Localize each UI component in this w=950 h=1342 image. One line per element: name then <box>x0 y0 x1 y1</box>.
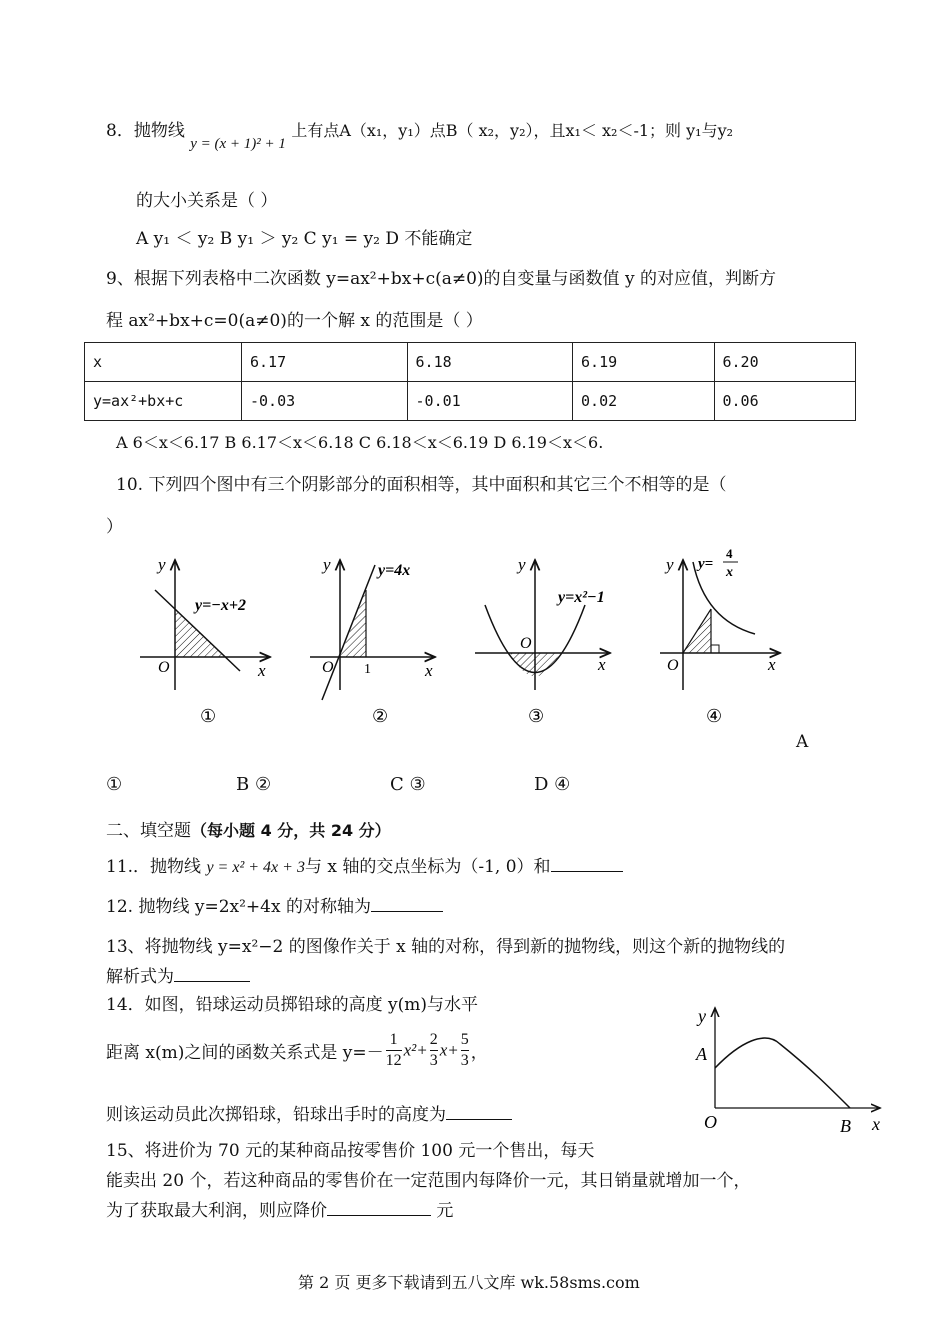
g1-label: ① <box>200 706 217 726</box>
table-row <box>85 382 856 421</box>
value-table <box>84 342 856 421</box>
table-cell: 6.19 <box>573 343 714 382</box>
g3-x-label: x <box>598 655 606 674</box>
g3-func: y=x²−1 <box>558 589 605 606</box>
table-cell: 0.06 <box>714 382 856 421</box>
g4-label: ④ <box>706 706 723 726</box>
q10-option-a: ① <box>106 774 123 795</box>
q14-frac3: $\frac{5}{3}$ <box>460 1031 469 1069</box>
table-cell: -0.03 <box>242 382 408 421</box>
q12: 12. 抛物线 y=2x²+4x 的对称轴为 <box>106 892 443 917</box>
q14-line1: 14．如图，铅球运动员掷铅球的高度 y(m)与水平 <box>106 995 479 1015</box>
q8-line2: 的大小关系是（ ） <box>136 191 278 211</box>
q13-answer-blank[interactable] <box>174 980 250 982</box>
q10-line2: ） <box>106 517 123 537</box>
q15-answer-blank[interactable] <box>327 1214 431 1216</box>
graph-3 <box>475 555 610 726</box>
q9-line1: 9、根据下列表格中二次函数 y=ax²+bx+c(a≠0)的自变量与函数值 y 的对应值，判断方 <box>106 269 776 289</box>
q10-stray-a: A <box>796 732 809 752</box>
q14-graph-x: x <box>872 1114 880 1134</box>
graph-2 <box>310 555 435 726</box>
table-cell: x <box>85 343 242 382</box>
q10-graphs <box>130 540 810 730</box>
q10-option-d: D ④ <box>534 774 571 795</box>
q9-options: A 6＜x＜6.17 B 6.17＜x＜6.18 C 6.18＜x＜6.19 D 6.19＜x＜6. <box>116 433 604 452</box>
table-cell: y=ax²+bx+c <box>85 382 242 421</box>
g1-origin: O <box>158 659 170 676</box>
q11: 11.．抛物线 y = x² + 4x + 3与 x 轴的交点坐标为（-1, 0）和 <box>106 852 623 877</box>
q15-line3: 为了获取最大利润，则应降价 元 <box>106 1201 454 1221</box>
table-cell: 0.02 <box>573 382 714 421</box>
q14-graph <box>680 1000 900 1140</box>
q14-graph-a: A <box>696 1044 707 1064</box>
q14-frac2: $\frac{2}{3}$ <box>429 1031 438 1069</box>
g2-tick: 1 <box>364 662 371 677</box>
g4-func-num: 4 <box>726 546 733 561</box>
g4-func-den: x <box>726 565 733 580</box>
q10-line1: 10. 下列四个图中有三个阴影部分的面积相等，其中面积和其它三个不相等的是（ <box>116 475 727 495</box>
q14-answer-blank[interactable] <box>446 1118 512 1120</box>
q14-line3: 则该运动员此次掷铅球，铅球出手时的高度为 <box>106 1100 512 1125</box>
q15-line1: 15、将进价为 70 元的某种商品按零售价 100 元一个售出，每天 <box>106 1141 595 1161</box>
g4-origin: O <box>667 657 679 674</box>
q11-formula: y = x² + 4x + 3 <box>206 859 305 876</box>
g2-label: ② <box>372 706 389 726</box>
g2-func: y=4x <box>378 562 411 579</box>
q8-options: A y₁ ＜ y₂ B y₁ ＞ y₂ C y₁ = y₂ D 不能确定 <box>136 229 473 249</box>
g2-x-label: x <box>425 661 433 680</box>
g4-func-prefix: y= <box>698 556 714 572</box>
section2-heading: 二、填空题（每小题 4 分，共 24 分） <box>106 821 391 841</box>
q13-line2: 解析式为 <box>106 962 250 987</box>
g1-func: y=−x+2 <box>195 597 247 614</box>
q14-line2: 距离 x(m)之间的函数关系式是 y=－ $\frac{1}{12}$ x²+ $\frac{2}{3}$ x+ $\frac{5}{3}$ ， <box>106 1031 488 1069</box>
table-cell: 6.20 <box>714 343 856 382</box>
graph-1 <box>140 555 270 726</box>
q14-frac1: $\frac{1}{12}$ <box>385 1031 402 1069</box>
q12-answer-blank[interactable] <box>371 910 443 912</box>
q10-option-b: B ② <box>236 774 272 795</box>
g2-origin: O <box>322 659 334 676</box>
table-cell: -0.01 <box>407 382 573 421</box>
g2-y-label: y <box>323 555 331 574</box>
q8-line1: 8．抛物线 y = (x + 1)² + 1 上有点A（x₁，y₁）点B（ x₂，y₂），且x₁＜ x₂＜-1；则 y₁与y₂ <box>106 121 734 152</box>
q13-line1: 13、将抛物线 y=x²−2 的图像作关于 x 轴的对称，得到新的抛物线，则这个新的抛物线的 <box>106 937 786 957</box>
table-cell: 6.18 <box>407 343 573 382</box>
q11-answer-blank[interactable] <box>551 870 623 872</box>
q9-line2: 程 ax²+bx+c=0(a≠0)的一个解 x 的范围是（ ） <box>106 311 483 331</box>
q15-line2: 能卖出 20 个，若这种商品的零售价在一定范围内每降价一元，其日销量就增加一个， <box>106 1171 751 1191</box>
q10-option-c: C ③ <box>390 774 426 795</box>
g4-y-label: y <box>666 555 674 574</box>
table-cell: 6.17 <box>242 343 408 382</box>
page-footer: 第 2 页 更多下载请到五八文库 wk.58sms.com <box>298 1273 640 1292</box>
g1-x-label: x <box>258 661 266 680</box>
table-row <box>85 343 856 382</box>
q8-formula: y = (x + 1)² + 1 <box>190 136 286 152</box>
q14-graph-y: y <box>698 1006 706 1026</box>
g3-origin: O <box>520 635 532 652</box>
graph-4 <box>660 546 780 726</box>
g3-y-label: y <box>518 555 526 574</box>
g4-x-label: x <box>768 655 776 674</box>
g3-label: ③ <box>528 706 545 726</box>
g1-y-label: y <box>158 555 166 574</box>
q14-graph-b: B <box>840 1116 851 1136</box>
q14-graph-o: O <box>704 1112 717 1132</box>
